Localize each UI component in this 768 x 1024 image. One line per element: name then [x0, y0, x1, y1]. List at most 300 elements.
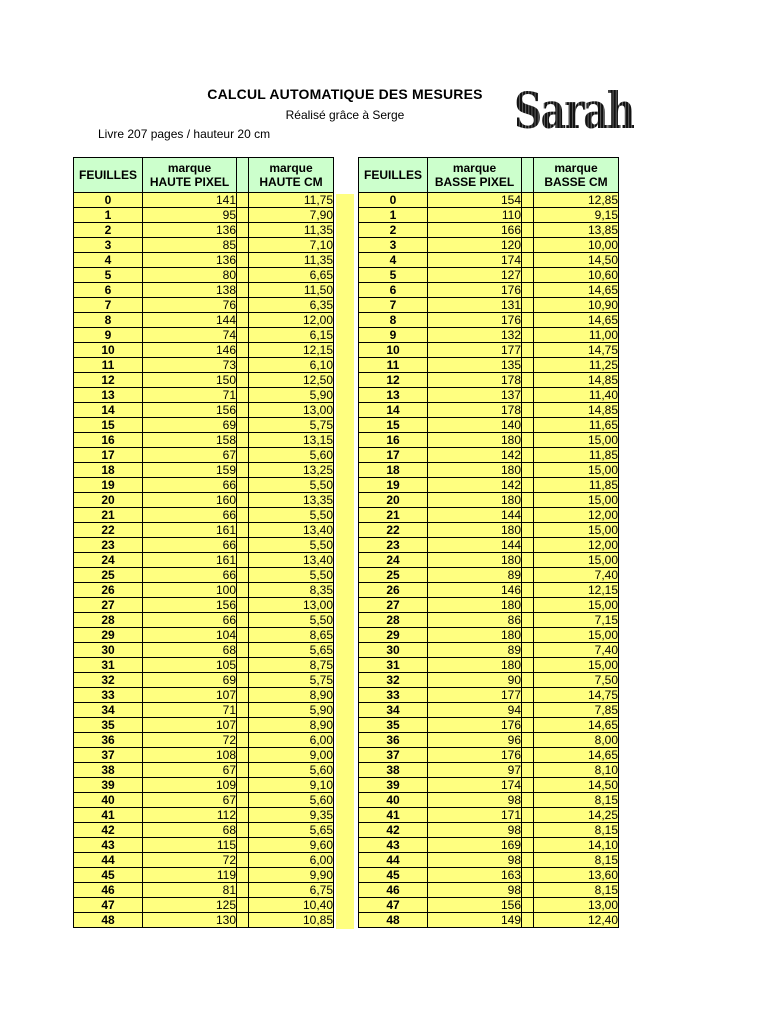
- haute-gap-cell: [237, 388, 249, 403]
- basse-row: [359, 868, 619, 883]
- basse-gap-cell: [522, 643, 534, 658]
- basse-cm-cell: 9,15: [534, 208, 619, 223]
- haute-pixel-cell: 156: [143, 598, 237, 613]
- basse-cm-cell: 7,40: [534, 643, 619, 658]
- haute-cm-cell: 6,35: [249, 298, 334, 313]
- haute-cm-cell: 5,60: [249, 793, 334, 808]
- basse-cm-cell: 10,60: [534, 268, 619, 283]
- col-header-gap: [237, 158, 249, 193]
- haute-row: [74, 373, 334, 388]
- haute-row: [74, 328, 334, 343]
- haute-feuilles-cell: 31: [74, 658, 143, 673]
- basse-row: [359, 553, 619, 568]
- basse-cm-cell: 11,40: [534, 388, 619, 403]
- haute-row: [74, 538, 334, 553]
- col-header-basse-cm-bottom: BASSE CM: [544, 175, 608, 189]
- haute-feuilles-cell: 21: [74, 508, 143, 523]
- haute-row: [74, 253, 334, 268]
- haute-gap-cell: [237, 478, 249, 493]
- haute-cm-cell: 6,00: [249, 853, 334, 868]
- basse-gap-cell: [522, 703, 534, 718]
- haute-row: [74, 388, 334, 403]
- basse-pixel-cell: 127: [428, 268, 522, 283]
- basse-gap-cell: [522, 328, 534, 343]
- haute-feuilles-cell: 18: [74, 463, 143, 478]
- basse-pixel-cell: 178: [428, 373, 522, 388]
- haute-cm-cell: 5,50: [249, 568, 334, 583]
- basse-feuilles-cell: 13: [359, 388, 428, 403]
- haute-pixel-cell: 109: [143, 778, 237, 793]
- haute-row: [74, 628, 334, 643]
- basse-cm-cell: 14,25: [534, 808, 619, 823]
- basse-row: [359, 313, 619, 328]
- haute-feuilles-cell: 12: [74, 373, 143, 388]
- haute-cm-cell: 9,35: [249, 808, 334, 823]
- basse-feuilles-cell: 17: [359, 448, 428, 463]
- haute-gap-cell: [237, 598, 249, 613]
- basse-pixel-cell: 176: [428, 283, 522, 298]
- haute-gap-cell: [237, 373, 249, 388]
- basse-feuilles-cell: 31: [359, 658, 428, 673]
- haute-feuilles-cell: 30: [74, 643, 143, 658]
- haute-pixel-cell: 159: [143, 463, 237, 478]
- haute-feuilles-cell: 40: [74, 793, 143, 808]
- basse-cm-cell: 15,00: [534, 628, 619, 643]
- haute-gap-cell: [237, 673, 249, 688]
- basse-cm-cell: 8,15: [534, 853, 619, 868]
- haute-row: [74, 658, 334, 673]
- haute-row: [74, 463, 334, 478]
- haute-feuilles-cell: 3: [74, 238, 143, 253]
- basse-row: [359, 853, 619, 868]
- basse-cm-cell: 11,85: [534, 448, 619, 463]
- basse-feuilles-cell: 19: [359, 478, 428, 493]
- haute-row: [74, 433, 334, 448]
- basse-gap-cell: [522, 523, 534, 538]
- haute-cm-cell: 5,65: [249, 643, 334, 658]
- basse-gap-cell: [522, 793, 534, 808]
- basse-pixel-cell: 98: [428, 853, 522, 868]
- basse-cm-cell: 15,00: [534, 493, 619, 508]
- haute-pixel-cell: 80: [143, 268, 237, 283]
- col-header-basse-pixel-top: marque: [452, 161, 497, 175]
- basse-pixel-cell: 180: [428, 523, 522, 538]
- haute-row: [74, 193, 334, 208]
- haute-row: [74, 313, 334, 328]
- basse-feuilles-cell: 9: [359, 328, 428, 343]
- haute-gap-cell: [237, 718, 249, 733]
- basse-cm-cell: 14,10: [534, 838, 619, 853]
- haute-cm-cell: 5,90: [249, 703, 334, 718]
- basse-row: [359, 193, 619, 208]
- basse-feuilles-cell: 36: [359, 733, 428, 748]
- basse-feuilles-cell: 6: [359, 283, 428, 298]
- haute-row: [74, 613, 334, 628]
- haute-pixel-cell: 66: [143, 568, 237, 583]
- col-header-feuilles: FEUILLES: [74, 158, 143, 193]
- basse-gap-cell: [522, 778, 534, 793]
- basse-pixel-cell: 169: [428, 838, 522, 853]
- basse-row: [359, 238, 619, 253]
- basse-pixel-cell: 144: [428, 508, 522, 523]
- haute-row: [74, 343, 334, 358]
- haute-feuilles-cell: 5: [74, 268, 143, 283]
- basse-gap-cell: [522, 343, 534, 358]
- basse-pixel-cell: 176: [428, 718, 522, 733]
- haute-row: [74, 643, 334, 658]
- basse-gap-cell: [522, 763, 534, 778]
- basse-gap-cell: [522, 553, 534, 568]
- haute-gap-cell: [237, 523, 249, 538]
- haute-gap-cell: [237, 868, 249, 883]
- basse-pixel-cell: 97: [428, 763, 522, 778]
- basse-feuilles-cell: 23: [359, 538, 428, 553]
- haute-pixel-cell: 66: [143, 538, 237, 553]
- haute-pixel-cell: 158: [143, 433, 237, 448]
- basse-gap-cell: [522, 373, 534, 388]
- haute-gap-cell: [237, 763, 249, 778]
- basse-row: [359, 613, 619, 628]
- haute-feuilles-cell: 27: [74, 598, 143, 613]
- haute-pixel-cell: 161: [143, 553, 237, 568]
- basse-row: [359, 523, 619, 538]
- basse-cm-cell: 8,15: [534, 823, 619, 838]
- basse-row: [359, 673, 619, 688]
- basse-pixel-cell: 137: [428, 388, 522, 403]
- haute-gap-cell: [237, 748, 249, 763]
- basse-pixel-cell: 180: [428, 598, 522, 613]
- basse-cm-cell: 14,50: [534, 253, 619, 268]
- haute-gap-cell: [237, 628, 249, 643]
- col-header-haute-pixel-top: marque: [167, 161, 212, 175]
- haute-gap-cell: [237, 853, 249, 868]
- haute-cm-cell: 5,50: [249, 613, 334, 628]
- basse-cm-cell: 11,85: [534, 478, 619, 493]
- haute-feuilles-cell: 11: [74, 358, 143, 373]
- basse-cm-cell: 15,00: [534, 658, 619, 673]
- basse-pixel-cell: 180: [428, 493, 522, 508]
- haute-feuilles-cell: 44: [74, 853, 143, 868]
- basse-gap-cell: [522, 823, 534, 838]
- basse-pixel-cell: 142: [428, 478, 522, 493]
- haute-pixel-cell: 130: [143, 913, 237, 928]
- basse-row: [359, 268, 619, 283]
- haute-gap-cell: [237, 658, 249, 673]
- basse-gap-cell: [522, 223, 534, 238]
- haute-gap-cell: [237, 613, 249, 628]
- basse-pixel-cell: 149: [428, 913, 522, 928]
- basse-row: [359, 568, 619, 583]
- haute-cm-cell: 9,90: [249, 868, 334, 883]
- basse-row: [359, 598, 619, 613]
- basse-feuilles-cell: 44: [359, 853, 428, 868]
- haute-feuilles-cell: 33: [74, 688, 143, 703]
- haute-cm-cell: 6,00: [249, 733, 334, 748]
- basse-cm-cell: 14,50: [534, 778, 619, 793]
- basse-row: [359, 838, 619, 853]
- basse-pixel-cell: 94: [428, 703, 522, 718]
- haute-row: [74, 838, 334, 853]
- haute-cm-cell: 6,75: [249, 883, 334, 898]
- basse-cm-cell: 8,10: [534, 763, 619, 778]
- haute-cm-cell: 8,75: [249, 658, 334, 673]
- haute-row: [74, 793, 334, 808]
- basse-cm-cell: 14,75: [534, 688, 619, 703]
- haute-cm-cell: 5,50: [249, 538, 334, 553]
- haute-gap-cell: [237, 433, 249, 448]
- basse-gap-cell: [522, 478, 534, 493]
- haute-pixel-cell: 76: [143, 298, 237, 313]
- haute-cm-cell: 6,15: [249, 328, 334, 343]
- haute-feuilles-cell: 1: [74, 208, 143, 223]
- basse-pixel-cell: 171: [428, 808, 522, 823]
- haute-pixel-cell: 81: [143, 883, 237, 898]
- basse-feuilles-cell: 0: [359, 193, 428, 208]
- basse-cm-cell: 12,00: [534, 508, 619, 523]
- haute-gap-cell: [237, 253, 249, 268]
- basse-gap-cell: [522, 508, 534, 523]
- basse-table-header-row: [359, 158, 619, 193]
- haute-row: [74, 748, 334, 763]
- haute-feuilles-cell: 23: [74, 538, 143, 553]
- basse-pixel-cell: 89: [428, 643, 522, 658]
- basse-pixel-cell: 89: [428, 568, 522, 583]
- basse-row: [359, 388, 619, 403]
- basse-gap-cell: [522, 688, 534, 703]
- haute-feuilles-cell: 32: [74, 673, 143, 688]
- haute-cm-cell: 10,40: [249, 898, 334, 913]
- basse-cm-cell: 15,00: [534, 598, 619, 613]
- haute-pixel-cell: 150: [143, 373, 237, 388]
- haute-feuilles-cell: 46: [74, 883, 143, 898]
- haute-row: [74, 688, 334, 703]
- col-header-basse-pixel-bottom: BASSE PIXEL: [434, 175, 515, 189]
- basse-gap-cell: [522, 538, 534, 553]
- basse-feuilles-cell: 14: [359, 403, 428, 418]
- basse-row: [359, 493, 619, 508]
- basse-row: [359, 358, 619, 373]
- basse-pixel-cell: 180: [428, 433, 522, 448]
- basse-feuilles-cell: 30: [359, 643, 428, 658]
- haute-cm-cell: 13,15: [249, 433, 334, 448]
- col-header-feuilles: FEUILLES: [359, 158, 428, 193]
- haute-row: [74, 763, 334, 778]
- haute-row: [74, 553, 334, 568]
- haute-cm-cell: 8,35: [249, 583, 334, 598]
- basse-row: [359, 433, 619, 448]
- basse-gap-cell: [522, 433, 534, 448]
- basse-gap-cell: [522, 268, 534, 283]
- basse-row: [359, 208, 619, 223]
- haute-cm-cell: 6,65: [249, 268, 334, 283]
- haute-feuilles-cell: 41: [74, 808, 143, 823]
- haute-row: [74, 448, 334, 463]
- haute-row: [74, 283, 334, 298]
- haute-cm-cell: 12,00: [249, 313, 334, 328]
- haute-pixel-cell: 73: [143, 358, 237, 373]
- haute-gap-cell: [237, 343, 249, 358]
- haute-row: [74, 523, 334, 538]
- haute-pixel-cell: 125: [143, 898, 237, 913]
- haute-row: [74, 883, 334, 898]
- haute-gap-cell: [237, 793, 249, 808]
- basse-feuilles-cell: 42: [359, 823, 428, 838]
- basse-gap-cell: [522, 238, 534, 253]
- haute-pixel-cell: 136: [143, 253, 237, 268]
- haute-gap-cell: [237, 448, 249, 463]
- basse-feuilles-cell: 22: [359, 523, 428, 538]
- haute-row: [74, 508, 334, 523]
- haute-gap-cell: [237, 898, 249, 913]
- haute-pixel-cell: 161: [143, 523, 237, 538]
- col-header-haute-cm-top: marque: [269, 161, 313, 175]
- basse-cm-cell: 14,85: [534, 373, 619, 388]
- basse-gap-cell: [522, 358, 534, 373]
- basse-row: [359, 463, 619, 478]
- basse-gap-cell: [522, 883, 534, 898]
- haute-cm-cell: 13,00: [249, 403, 334, 418]
- col-header-basse-pixel: [428, 158, 522, 193]
- basse-feuilles-cell: 4: [359, 253, 428, 268]
- basse-cm-cell: 8,15: [534, 883, 619, 898]
- basse-pixel-cell: 177: [428, 343, 522, 358]
- haute-gap-cell: [237, 313, 249, 328]
- haute-cm-cell: 9,10: [249, 778, 334, 793]
- haute-pixel-cell: 112: [143, 808, 237, 823]
- basse-feuilles-cell: 28: [359, 613, 428, 628]
- haute-pixel-cell: 115: [143, 838, 237, 853]
- basse-cm-cell: 11,65: [534, 418, 619, 433]
- basse-feuilles-cell: 34: [359, 703, 428, 718]
- haute-feuilles-cell: 14: [74, 403, 143, 418]
- haute-gap-cell: [237, 823, 249, 838]
- basse-feuilles-cell: 45: [359, 868, 428, 883]
- basse-feuilles-cell: 21: [359, 508, 428, 523]
- haute-cm-cell: 11,75: [249, 193, 334, 208]
- basse-row: [359, 913, 619, 928]
- basse-feuilles-cell: 5: [359, 268, 428, 283]
- basse-cm-cell: 15,00: [534, 433, 619, 448]
- basse-pixel-cell: 174: [428, 778, 522, 793]
- basse-feuilles-cell: 26: [359, 583, 428, 598]
- basse-pixel-cell: 90: [428, 673, 522, 688]
- basse-gap-cell: [522, 208, 534, 223]
- haute-row: [74, 223, 334, 238]
- haute-cm-cell: 13,40: [249, 523, 334, 538]
- haute-pixel-cell: 67: [143, 793, 237, 808]
- basse-pixel-cell: 98: [428, 883, 522, 898]
- haute-pixel-cell: 71: [143, 703, 237, 718]
- basse-cm-cell: 7,50: [534, 673, 619, 688]
- haute-pixel-cell: 68: [143, 643, 237, 658]
- basse-gap-cell: [522, 583, 534, 598]
- basse-cm-cell: 14,65: [534, 718, 619, 733]
- haute-gap-cell: [237, 883, 249, 898]
- haute-table: [73, 157, 334, 928]
- basse-row: [359, 793, 619, 808]
- basse-feuilles-cell: 18: [359, 463, 428, 478]
- basse-gap-cell: [522, 403, 534, 418]
- haute-row: [74, 673, 334, 688]
- haute-gap-cell: [237, 553, 249, 568]
- basse-cm-cell: 8,15: [534, 793, 619, 808]
- basse-pixel-cell: 110: [428, 208, 522, 223]
- haute-cm-cell: 7,90: [249, 208, 334, 223]
- basse-gap-cell: [522, 568, 534, 583]
- haute-gap-cell: [237, 298, 249, 313]
- basse-pixel-cell: 140: [428, 418, 522, 433]
- basse-cm-cell: 13,85: [534, 223, 619, 238]
- col-header-basse-cm: [534, 158, 619, 193]
- haute-row: [74, 718, 334, 733]
- basse-feuilles-cell: 24: [359, 553, 428, 568]
- basse-pixel-cell: 163: [428, 868, 522, 883]
- basse-cm-cell: 7,15: [534, 613, 619, 628]
- basse-cm-cell: 14,65: [534, 283, 619, 298]
- haute-feuilles-cell: 15: [74, 418, 143, 433]
- haute-cm-cell: 5,90: [249, 388, 334, 403]
- haute-gap-cell: [237, 193, 249, 208]
- basse-row: [359, 628, 619, 643]
- haute-cm-cell: 5,75: [249, 673, 334, 688]
- haute-gap-cell: [237, 493, 249, 508]
- haute-feuilles-cell: 25: [74, 568, 143, 583]
- haute-gap-cell: [237, 778, 249, 793]
- basse-cm-cell: 10,90: [534, 298, 619, 313]
- haute-feuilles-cell: 10: [74, 343, 143, 358]
- basse-row: [359, 643, 619, 658]
- haute-pixel-cell: 100: [143, 583, 237, 598]
- haute-gap-cell: [237, 358, 249, 373]
- basse-pixel-cell: 98: [428, 823, 522, 838]
- haute-cm-cell: 11,35: [249, 223, 334, 238]
- haute-feuilles-cell: 7: [74, 298, 143, 313]
- haute-feuilles-cell: 37: [74, 748, 143, 763]
- basse-cm-cell: 15,00: [534, 553, 619, 568]
- basse-feuilles-cell: 7: [359, 298, 428, 313]
- haute-feuilles-cell: 26: [74, 583, 143, 598]
- haute-row: [74, 583, 334, 598]
- basse-feuilles-cell: 10: [359, 343, 428, 358]
- haute-feuilles-cell: 19: [74, 478, 143, 493]
- haute-pixel-cell: 146: [143, 343, 237, 358]
- basse-row: [359, 478, 619, 493]
- haute-row: [74, 403, 334, 418]
- haute-cm-cell: 12,50: [249, 373, 334, 388]
- haute-gap-cell: [237, 283, 249, 298]
- haute-cm-cell: 11,50: [249, 283, 334, 298]
- haute-gap-cell: [237, 703, 249, 718]
- basse-pixel-cell: 146: [428, 583, 522, 598]
- haute-row: [74, 823, 334, 838]
- col-header-haute-cm-bottom: HAUTE CM: [259, 175, 323, 189]
- haute-cm-cell: 5,60: [249, 448, 334, 463]
- col-header-gap: [522, 158, 534, 193]
- haute-cm-cell: 9,00: [249, 748, 334, 763]
- basse-row: [359, 328, 619, 343]
- haute-pixel-cell: 156: [143, 403, 237, 418]
- basse-cm-cell: 10,00: [534, 238, 619, 253]
- haute-cm-cell: 13,35: [249, 493, 334, 508]
- basse-row: [359, 748, 619, 763]
- haute-feuilles-cell: 47: [74, 898, 143, 913]
- basse-gap-cell: [522, 748, 534, 763]
- basse-row: [359, 823, 619, 838]
- haute-pixel-cell: 141: [143, 193, 237, 208]
- haute-pixel-cell: 66: [143, 508, 237, 523]
- basse-gap-cell: [522, 733, 534, 748]
- haute-row: [74, 598, 334, 613]
